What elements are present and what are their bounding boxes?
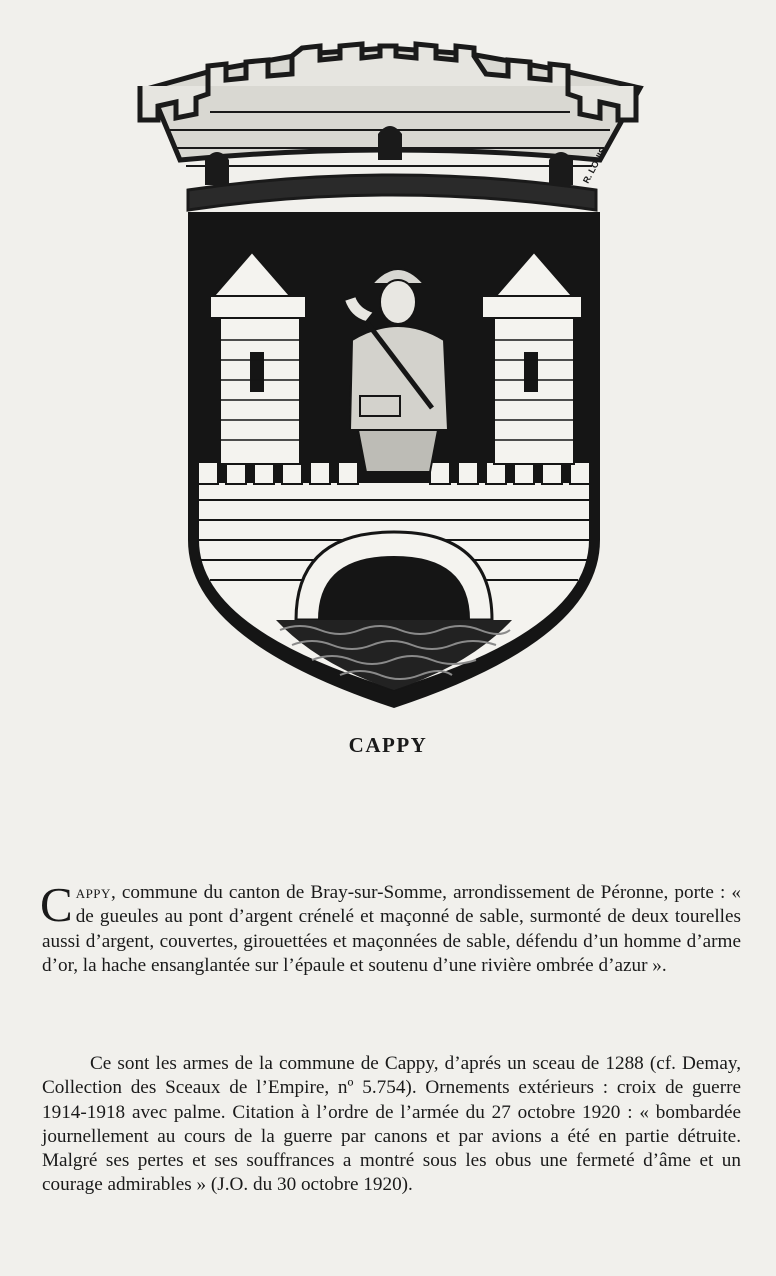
artist-signature: R. LOUIS xyxy=(580,145,609,185)
paragraph-history: Ce sont les armes de la commune de Cappy, d’aprés un sceau de 1288 (cf. Demay, Collection des Sceaux de l’Empire, nº 5.754). Ornements extérieurs : croix de guerre 1914-1918 avec palme. Citation à l’ordre de l’armée du 27 octobre 1920 : « bombardée journellement au cours de la guerre par canons et par avions a été en partie détruite. Malgré ses pertes et ses souffrances a montré sous les obus une fermeté d’âme et un courage admirables » (J.O. du 30 octobre 1920). xyxy=(42,1053,741,1196)
mural-crown-icon xyxy=(140,44,640,210)
blazon-text: , commune du canton de Bray-sur-Somme, arrondissement de Péronne, porte : « de gueules au pont d’argent crénelé et maçonné de sable, surmonté de deux tourelles aussi d’argent, couvertes, girouettées et maçonnées de sable, défendu d’un homme d’arme d’or, la hache ensanglantée sur l’épaule et soutenu d’une rivière ombrée d’azur ». xyxy=(42,882,741,976)
shield xyxy=(188,212,600,708)
lead-word: appy xyxy=(75,882,111,903)
paragraph-blazon xyxy=(40,877,741,978)
drop-cap: C xyxy=(40,877,73,932)
page-title: CAPPY xyxy=(348,733,428,757)
